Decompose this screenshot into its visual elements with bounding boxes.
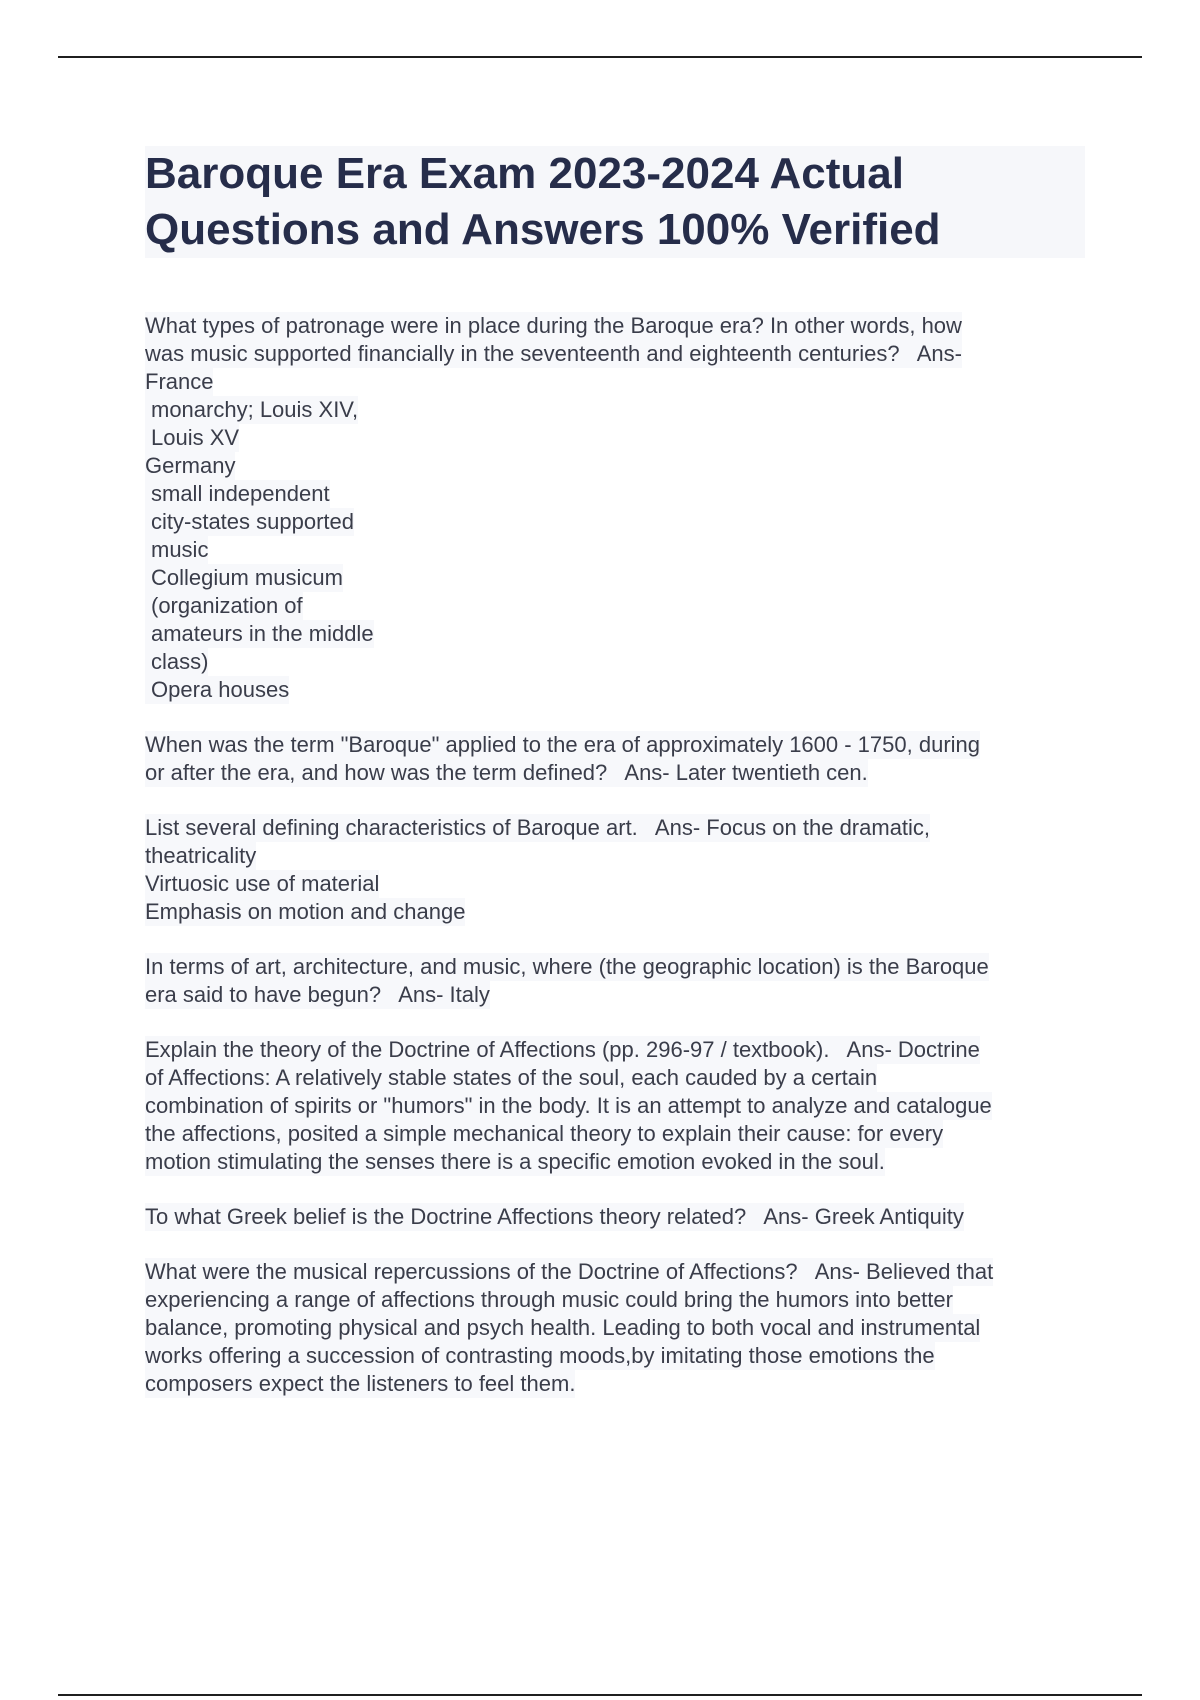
qa-line: Germany — [145, 453, 236, 478]
qa-item — [145, 312, 1085, 704]
qa-line: city-states supported — [145, 508, 354, 536]
qa-line: Emphasis on motion and change — [145, 899, 466, 924]
top-rule — [58, 56, 1142, 58]
bottom-rule — [58, 1694, 1142, 1696]
qa-line: small independent — [145, 480, 330, 508]
qa-line: List several defining characteristics of Baroque art. Ans- Focus on the dramatic, — [145, 815, 931, 840]
qa-line: Collegium musicum — [145, 564, 343, 592]
qa-line: combination of spirits or "humors" in the body. It is an attempt to analyze and catalogue — [145, 1093, 992, 1118]
qa-line: When was the term "Baroque" applied to the era of approximately 1600 - 1750, during — [145, 732, 981, 757]
qa-line: works offering a succession of contrasting moods,by imitating those emotions the — [145, 1343, 935, 1368]
title-line: Questions and Answers 100% Verified — [145, 205, 941, 254]
qa-line: was music supported financially in the seventeenth and eighteenth centuries? Ans- — [145, 341, 962, 366]
qa-line: theatricality — [145, 843, 257, 868]
qa-line: composers expect the listeners to feel them. — [145, 1371, 576, 1396]
qa-line: motion stimulating the senses there is a specific emotion evoked in the soul. — [145, 1149, 885, 1174]
qa-line: What were the musical repercussions of the Doctrine of Affections? Ans- Believed that — [145, 1259, 994, 1284]
page-title — [145, 146, 1085, 258]
qa-line: experiencing a range of affections through music could bring the humors into better — [145, 1287, 953, 1312]
qa-line: of Affections: A relatively stable states of the soul, each cauded by a certain — [145, 1065, 878, 1090]
qa-line: era said to have begun? Ans- Italy — [145, 982, 490, 1007]
title-line: Baroque Era Exam 2023-2024 Actual — [145, 149, 904, 198]
qa-item — [145, 1258, 1085, 1398]
qa-line: France — [145, 369, 214, 394]
qa-item — [145, 1036, 1085, 1176]
qa-line: balance, promoting physical and psych health. Leading to both vocal and instrumental — [145, 1315, 981, 1340]
qa-item — [145, 731, 1085, 787]
qa-line: Opera houses — [145, 676, 289, 704]
qa-line: Virtuosic use of material — [145, 871, 380, 896]
qa-line: class) — [145, 648, 208, 676]
qa-line: amateurs in the middle — [145, 620, 374, 648]
qa-line: the affections, posited a simple mechanical theory to explain their cause: for every — [145, 1121, 944, 1146]
qa-line: monarchy; Louis XIV, — [145, 396, 358, 424]
qa-item — [145, 1203, 1085, 1231]
qa-item — [145, 953, 1085, 1009]
qa-list — [145, 312, 1085, 1425]
qa-line: Explain the theory of the Doctrine of Affections (pp. 296-97 / textbook). Ans- Doctrine — [145, 1037, 980, 1062]
qa-line: Louis XV — [145, 424, 239, 452]
qa-line: (organization of — [145, 592, 303, 620]
qa-line: or after the era, and how was the term defined? Ans- Later twentieth cen. — [145, 760, 868, 785]
qa-line: In terms of art, architecture, and music, where (the geographic location) is the Baroque — [145, 954, 989, 979]
qa-line: music — [145, 536, 208, 564]
qa-line: To what Greek belief is the Doctrine Affections theory related? Ans- Greek Antiquity — [145, 1204, 964, 1229]
qa-line: What types of patronage were in place during the Baroque era? In other words, how — [145, 313, 962, 338]
qa-item — [145, 814, 1085, 926]
